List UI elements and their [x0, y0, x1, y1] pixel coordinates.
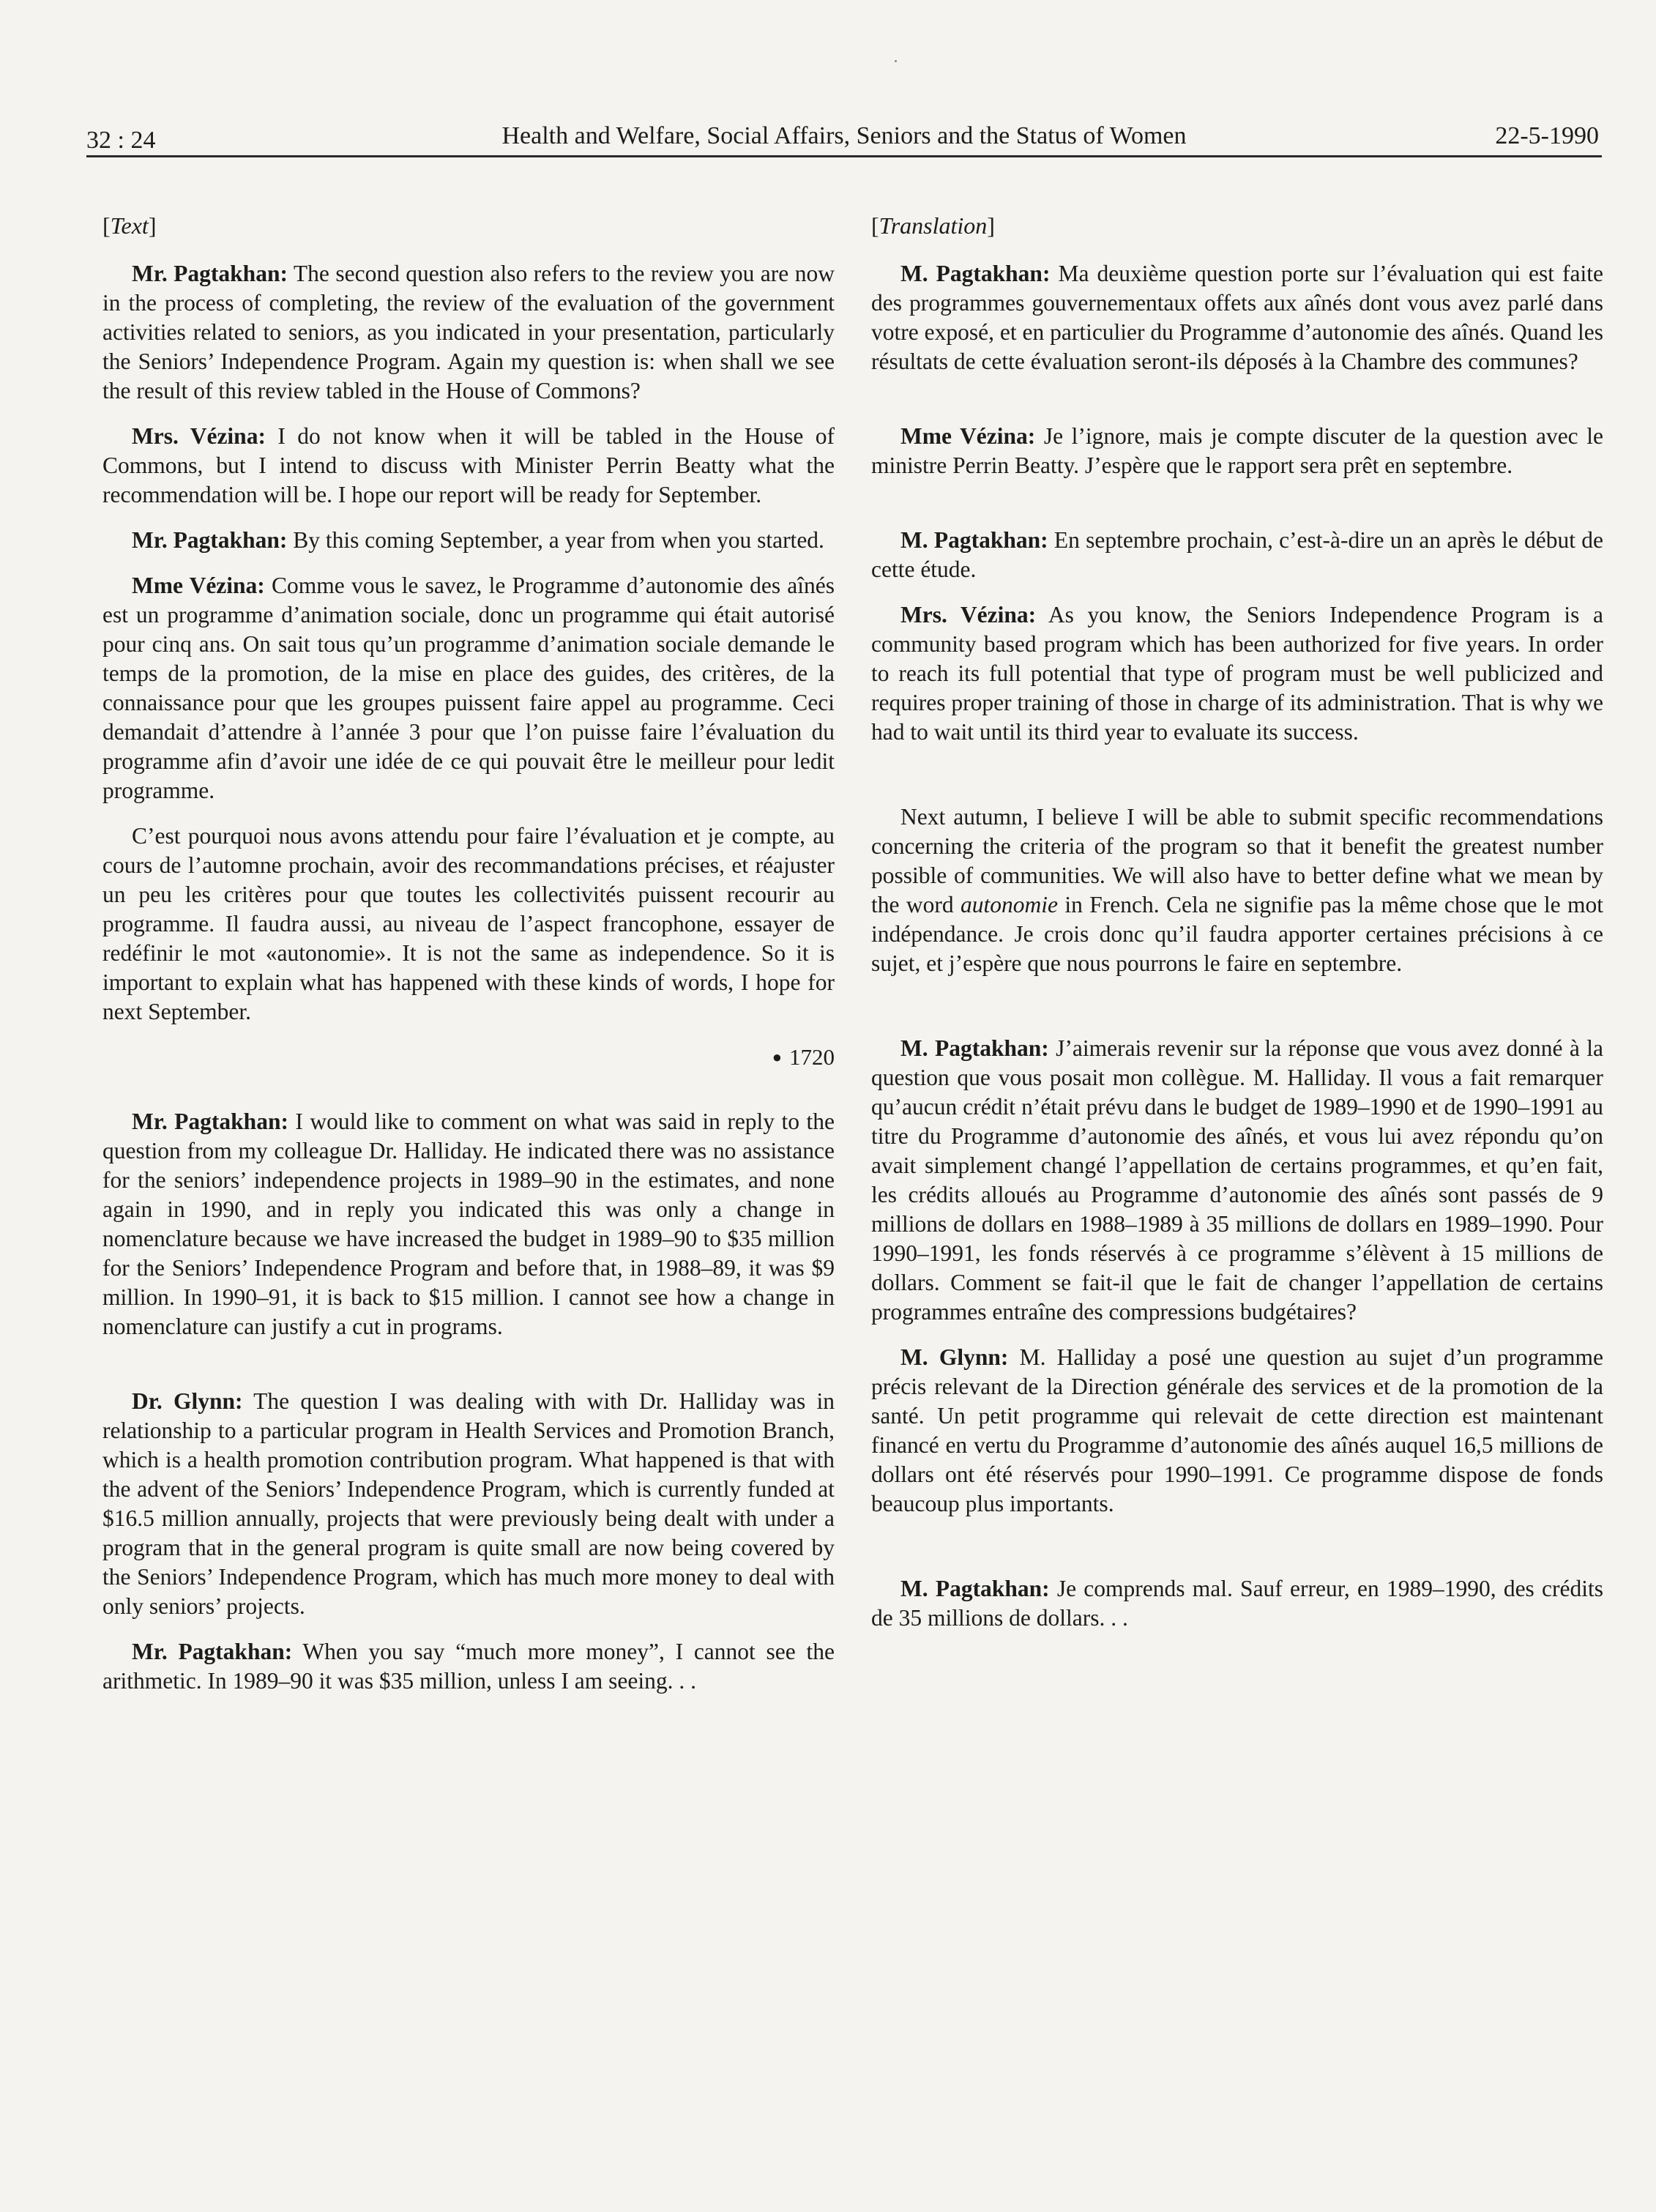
paragraph [102, 1637, 835, 1696]
paragraph [102, 1107, 835, 1341]
paragraph [871, 1034, 1603, 1327]
speaker-name: Mme Vézina: [900, 423, 1036, 449]
speaker-name: M. Pagtakhan: [900, 1035, 1049, 1061]
speaker-name: M. Glynn: [900, 1344, 1009, 1370]
speech-text: C’est pourquoi nous avons attendu pour faire l’évaluation et je compte, au cours de l’automne prochain, avoir des recommandations précises, et réajuster un peu les critères pour que toutes les collectivités puissent recourir au programme. Il faudra aussi, au niveau de l’aspect francophone, essayer de redéfinir le mot «autonomie». It is not the same as independence. So it is important to explain what has happened with these kinds of words, I hope for next September. [102, 823, 835, 1024]
speech-text: I do not know when it will be tabled in the House of Commons, but I intend to discuss with Minister Perrin Beatty what the recommendation will be. I hope our report will be ready for September. [102, 423, 835, 507]
paragraph [871, 422, 1603, 480]
speaker-name: Dr. Glynn: [132, 1388, 243, 1414]
speech-text: J’aimerais revenir sur la réponse que vous avez donné à la question que vous posait mon collègue. M. Halliday. Il vous a fait remarquer qu’aucun crédit n’était prévu dans le budget de 1989–1990 et de 1990–1991 au titre du Programme d’autonomie des aînés, et vous lui avez répondu qu’on avait simplement changé l’appellation de certains programmes, et qu’en fait, les crédits alloués au Programme d’autonomie des aînés sont passés de 9 millions de dollars en 1988–1989 à 35 millions de dollars en 1989–1990. Pour 1990–1991, les fonds réservés à ce programme s’élèvent à 15 millions de dollars. Comment se fait-il que le fait de changer l’appellation de certains programmes entraîne des compressions budgétaires? [871, 1035, 1603, 1325]
speech-text: I would like to comment on what was said in reply to the question from my colleague Dr. Halliday. He indicated there was no assistance for the seniors’ independence projects in 1989–90 in the estimates, and none again in 1990, and in reply you indicated this was only a change in nomenclature because we have increased the budget in 1989–90 to $35 million for the Seniors’ Independence Program and before that, in 1988–89, it was $9 million. In 1990–91, it is back to $15 million. I cannot see how a change in nomenclature can justify a cut in programs. [102, 1109, 835, 1339]
running-title: Health and Welfare, Social Affairs, Seniors and the Status of Women [501, 122, 1187, 149]
paragraph [102, 822, 835, 1027]
speech-text: Je comprends mal. Sauf erreur, en 1989–1990, des crédits de 35 millions de dollars. . . [871, 1576, 1603, 1631]
paragraph [871, 526, 1603, 584]
speaker-name: M. Pagtakhan: [900, 261, 1051, 286]
speech-text: Next autumn, I believe I will be able to submit specific recommendations concerning the criteria of the program so that it benefit the greatest number possible of communities. We will also have to better define what we mean by the word [871, 804, 1603, 917]
speech-text: As you know, the Seniors Independence Program is a community based program which has been authorized for five years. In order to reach its full potential that type of program must be well publicized and requires proper training of those in charge of its administration. That is why we had to wait until its third year to evaluate its success. [871, 602, 1603, 745]
speech-text: in French. Cela ne signifie pas la même chose que le mot indépendance. Je crois donc qu’il faudra apporter certaines précisions à ce sujet, et j’espère que nous pourrons le faire en septembre. [871, 892, 1603, 976]
italic-term: autonomie [961, 892, 1058, 917]
paragraph [871, 802, 1603, 978]
scan-speck [895, 60, 897, 62]
speech-text: By this coming September, a year from when you started. [287, 527, 824, 553]
paragraph [102, 422, 835, 510]
speaker-name: Mrs. Vézina: [132, 423, 266, 449]
paragraph [102, 526, 835, 555]
paragraph [871, 1574, 1603, 1633]
speech-text: Je l’ignore, mais je compte discuter de la question avec le ministre Perrin Beatty. J’espère que le rapport sera prêt en septembre. [871, 423, 1603, 478]
left-column [102, 211, 835, 1712]
speaker-name: M. Pagtakhan: [900, 1576, 1050, 1601]
speech-text: Ma deuxième question porte sur l’évaluation qui est faite des programmes gouvernementaux offets aux aînés dont vous avez parlé dans votre exposé, et en particulier du Programme d’autonomie des aînés. Quand les résultats de cette évaluation seront-ils déposés à la Chambre des communes? [871, 261, 1603, 374]
speaker-name: Mr. Pagtakhan: [132, 527, 288, 553]
paragraph [102, 1387, 835, 1621]
bullet-icon: ● [772, 1048, 782, 1066]
speaker-name: Mrs. Vézina: [900, 602, 1037, 628]
speech-text: When you say “much more money”, I cannot see the arithmetic. In 1989–90 it was $35 million, unless I am seeing. . . [102, 1639, 835, 1694]
speaker-name: Mme Vézina: [132, 573, 265, 598]
right-column [871, 211, 1603, 1649]
speech-text: The question I was dealing with with Dr. Halliday was in relationship to a particular program in Health Services and Promotion Branch, which is a health promotion contribution program. What happened is that with the advent of the Seniors’ Independence Program, which is currently funded at $16.5 million annually, projects that were previously being dealt with under a program that in the general program is quite small are now being covered by the Seniors’ Independence Program, which has much more money to deal with only seniors’ projects. [102, 1388, 835, 1619]
speaker-name: M. Pagtakhan: [900, 527, 1048, 553]
page-header [86, 117, 1602, 157]
paragraph [871, 259, 1603, 376]
page-number: 32 : 24 [86, 127, 156, 154]
paragraph [102, 259, 835, 406]
column-label-translation: [Translation] [871, 212, 995, 239]
speaker-name: Mr. Pagtakhan: [132, 1639, 293, 1664]
speech-text: The second question also refers to the review you are now in the process of completing, the review of the evaluation of the government activities related to seniors, as you indicated in your presentation, particularly the Seniors’ Independence Program. Again my question is: when shall we see the result of this review tabled in the House of Commons? [102, 261, 835, 403]
timestamp: ● 1720 [772, 1044, 835, 1070]
header-date: 22-5-1990 [1495, 122, 1599, 149]
paragraph [871, 1343, 1603, 1519]
speech-text: Comme vous le savez, le Programme d’autonomie des aînés est un programme d’animation sociale, donc un programme qui était autorisé pour cinq ans. On sait tous qu’un programme d’animation sociale demande le temps de la promotion, de la mise en place des guides, des critères, de la connaissance pour que les groupes puissent faire appel au programme. Ceci demandait d’attendre à l’année 3 pour que l’on puisse faire l’évaluation du programme afin d’avoir une idée de ce qui pouvait être le meilleur pour ledit programme. [102, 573, 835, 803]
speaker-name: Mr. Pagtakhan: [132, 1109, 288, 1134]
speech-text: M. Halliday a posé une question au sujet d’un programme précis relevant de la Direction générale des services et de la promotion de la santé. Un petit programme qui relevait de cette direction est maintenant financé en vertu du Programme d’autonomie des aînés auquel 16,5 millions de dollars ont été réservés pour 1990–1991. Ce programme dispose de fonds beaucoup plus importants. [871, 1344, 1603, 1516]
column-label-text: [Text] [102, 212, 157, 239]
paragraph [102, 571, 835, 805]
speaker-name: Mr. Pagtakhan: [132, 261, 288, 286]
paragraph [871, 600, 1603, 747]
speech-text: En septembre prochain, c’est-à-dire un an après le début de cette étude. [871, 527, 1603, 582]
